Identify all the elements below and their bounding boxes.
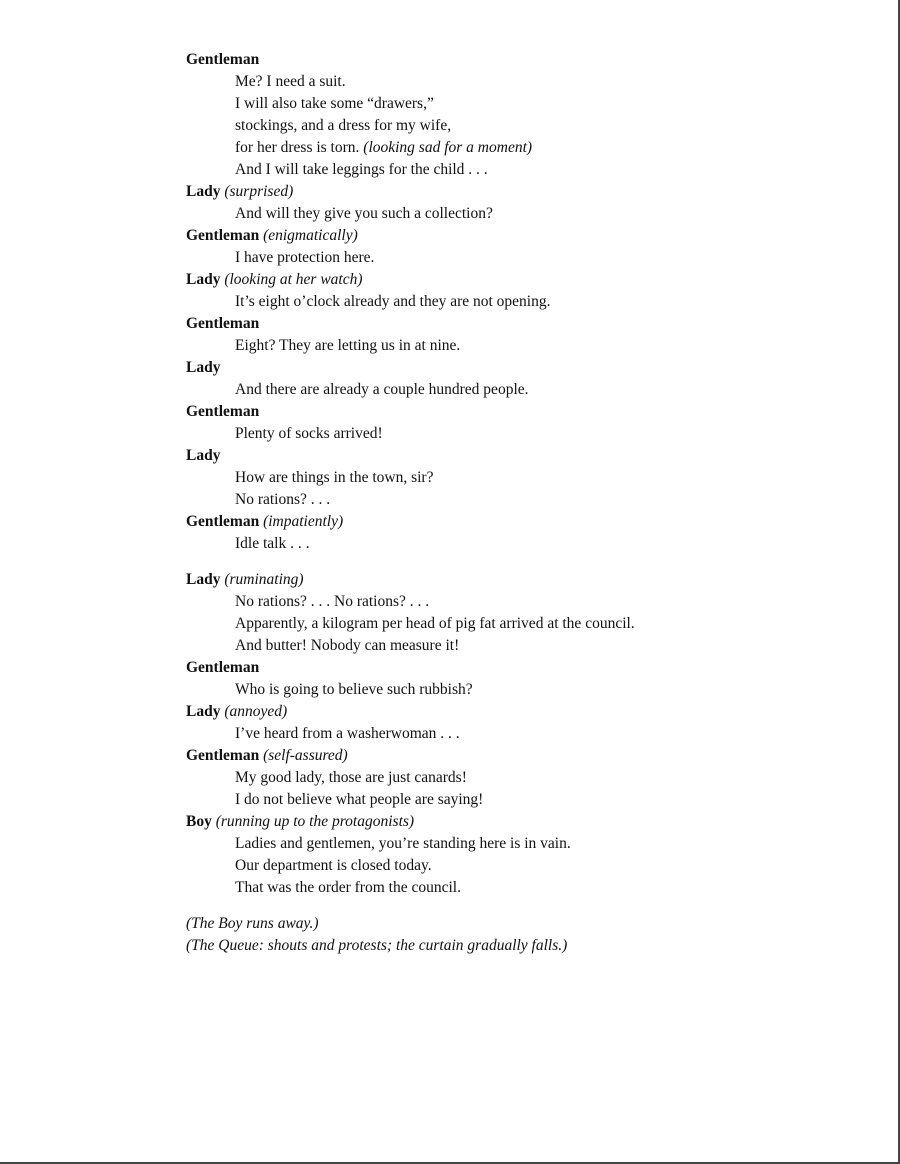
stage-note (186, 935, 866, 957)
dialogue-text: I do not believe what people are saying! (235, 791, 484, 808)
dialogue-line (186, 679, 866, 701)
speaker-name: Gentleman (186, 51, 260, 68)
dialogue-text: Plenty of socks arrived! (235, 425, 383, 442)
speaker-name: Lady (186, 359, 221, 376)
dialogue-line (186, 159, 866, 181)
speaker-line (186, 511, 866, 533)
dialogue-line (186, 855, 866, 877)
dialogue-line (186, 203, 866, 225)
dialogue-line (186, 591, 866, 613)
stage-direction: (impatiently) (263, 513, 344, 530)
dialogue-text: My good lady, those are just canards! (235, 769, 467, 786)
stage-direction: (looking at her watch) (224, 271, 363, 288)
speaker-name: Gentleman (186, 747, 260, 764)
dialogue-text: It’s eight o’clock already and they are not opening. (235, 293, 551, 310)
speaker-name: Lady (186, 183, 221, 200)
speaker-line (186, 401, 866, 423)
stage-direction: (running up to the protagonists) (215, 813, 415, 830)
speaker-line (186, 313, 866, 335)
dialogue-line (186, 489, 866, 511)
speaker-line (186, 657, 866, 679)
stage-direction: (enigmatically) (263, 227, 358, 244)
stage-direction: (self-assured) (263, 747, 348, 764)
stage-note-text: (The Boy runs away.) (186, 915, 319, 932)
speaker-name: Gentleman (186, 513, 260, 530)
speaker-line (186, 811, 866, 833)
speaker-name: Lady (186, 271, 221, 288)
dialogue-text: Our department is closed today. (235, 857, 432, 874)
speaker-name: Boy (186, 813, 212, 830)
dialogue-line (186, 767, 866, 789)
dialogue-line (186, 635, 866, 657)
speaker-line (186, 745, 866, 767)
dialogue-line (186, 467, 866, 489)
play-script (186, 49, 866, 957)
speaker-line (186, 225, 866, 247)
speaker-name: Lady (186, 571, 221, 588)
dialogue-text: Apparently, a kilogram per head of pig fat arrived at the council. (235, 615, 635, 632)
dialogue-line (186, 247, 866, 269)
dialogue-line (186, 533, 866, 555)
dialogue-text: No rations? . . . (235, 491, 331, 508)
speaker-line (186, 701, 866, 723)
dialogue-text: I have protection here. (235, 249, 375, 266)
stage-direction: (surprised) (224, 183, 294, 200)
section-gap (186, 555, 866, 569)
speaker-name: Gentleman (186, 315, 260, 332)
stage-direction: (ruminating) (224, 571, 304, 588)
dialogue-line (186, 291, 866, 313)
stage-direction: (annoyed) (224, 703, 288, 720)
dialogue-text: Idle talk . . . (235, 535, 310, 552)
speaker-line (186, 445, 866, 467)
dialogue-text: No rations? . . . No rations? . . . (235, 593, 430, 610)
stage-note-text: (The Queue: shouts and protests; the curtain gradually falls.) (186, 937, 568, 954)
dialogue-line (186, 379, 866, 401)
speaker-name: Gentleman (186, 659, 260, 676)
speaker-line (186, 269, 866, 291)
dialogue-text: Ladies and gentlemen, you’re standing here is in vain. (235, 835, 571, 852)
speaker-name: Lady (186, 447, 221, 464)
dialogue-text: Me? I need a suit. (235, 73, 346, 90)
dialogue-text: I will also take some “drawers,” (235, 95, 434, 112)
speaker-line (186, 357, 866, 379)
section-gap (186, 899, 866, 913)
dialogue-text: How are things in the town, sir? (235, 469, 434, 486)
dialogue-line (186, 93, 866, 115)
dialogue-text: And butter! Nobody can measure it! (235, 637, 460, 654)
dialogue-text: I’ve heard from a washerwoman . . . (235, 725, 460, 742)
speaker-line (186, 181, 866, 203)
speaker-line (186, 569, 866, 591)
dialogue-line (186, 71, 866, 93)
dialogue-line (186, 423, 866, 445)
dialogue-text: for her dress is torn. (235, 139, 360, 156)
dialogue-text: And there are already a couple hundred people. (235, 381, 529, 398)
dialogue-line (186, 115, 866, 137)
dialogue-text: And I will take leggings for the child . . . (235, 161, 488, 178)
dialogue-text: stockings, and a dress for my wife, (235, 117, 452, 134)
stage-direction: (looking sad for a moment) (363, 139, 533, 156)
dialogue-text: And will they give you such a collection? (235, 205, 493, 222)
stage-note (186, 913, 866, 935)
speaker-name: Gentleman (186, 403, 260, 420)
dialogue-line (186, 335, 866, 357)
speaker-name: Lady (186, 703, 221, 720)
dialogue-text: Who is going to believe such rubbish? (235, 681, 473, 698)
dialogue-line (186, 137, 866, 159)
speaker-line (186, 49, 866, 71)
speaker-name: Gentleman (186, 227, 260, 244)
dialogue-line (186, 723, 866, 745)
dialogue-line (186, 833, 866, 855)
dialogue-line (186, 613, 866, 635)
dialogue-line (186, 877, 866, 899)
dialogue-text: That was the order from the council. (235, 879, 461, 896)
dialogue-text: Eight? They are letting us in at nine. (235, 337, 461, 354)
dialogue-line (186, 789, 866, 811)
